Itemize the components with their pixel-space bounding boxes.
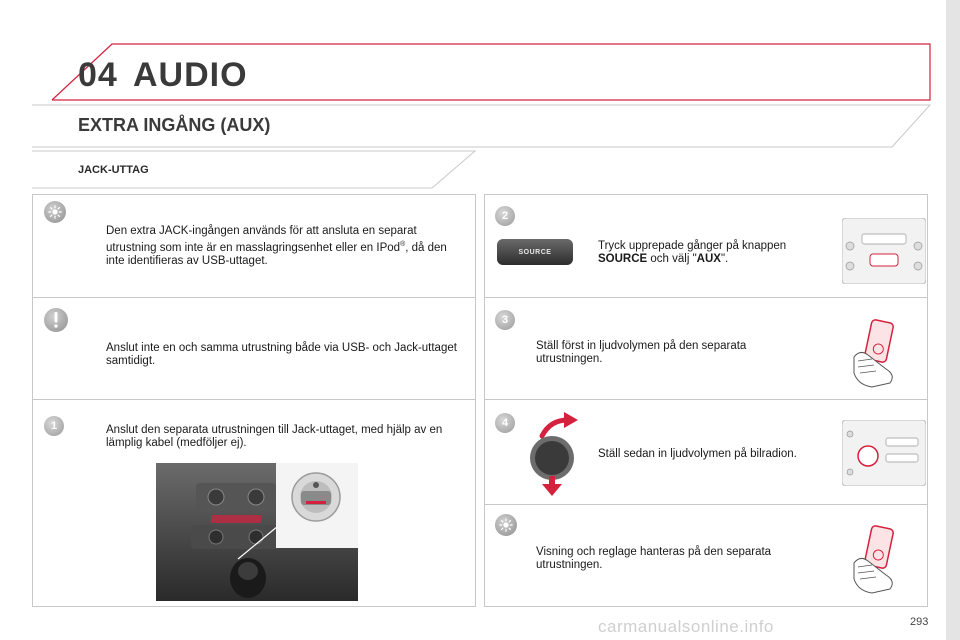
step-3-text: Ställ först in ljudvolymen på den separata utrustningen. — [536, 340, 747, 365]
step-number-badge: 2 — [495, 206, 515, 226]
jack-socket-photo — [156, 463, 358, 601]
volume-knob-graphic — [524, 410, 584, 496]
exclamation-icon — [44, 308, 68, 332]
divider — [33, 399, 475, 400]
sun-info-icon — [495, 514, 517, 536]
portable-player-hand-icon — [846, 317, 906, 389]
step-2-text: Tryck upprepade gånger på knappen SOURCE och välj "AUX". — [598, 240, 787, 265]
divider — [485, 504, 927, 505]
info-note-text: Den extra JACK-ingången används för att ansluta en separat utrustning som inte är en masslagringsenhet eller en IPod®, då den inte identifieras av USB-uttaget. — [106, 225, 447, 267]
step-1-text: Anslut den separata utrustningen till Jack-uttaget, med hjälp av en lämplig kabel (medföljer ej). — [106, 424, 443, 449]
page-edge-strip — [946, 0, 960, 640]
chapter-number: 04 — [78, 56, 118, 94]
sun-info-icon — [44, 201, 66, 223]
right-info-note-text: Visning och reglage hanteras på den separata utrustningen. — [536, 546, 772, 571]
divider — [485, 399, 927, 400]
portable-player-hand-icon — [846, 523, 906, 595]
step-4-text: Ställ sedan in ljudvolymen på bilradion. — [598, 448, 797, 460]
step-number-badge: 4 — [495, 413, 515, 433]
source-button-graphic: SOURCE — [497, 239, 573, 265]
page-number: 293 — [910, 616, 929, 628]
warning-note-text: Anslut inte en och samma utrustning både via USB- och Jack-uttaget samtidigt. — [106, 342, 457, 367]
step-number-badge: 1 — [44, 416, 64, 436]
chapter-title: AUDIO — [133, 56, 248, 94]
divider — [33, 297, 475, 298]
step-number-badge: 3 — [495, 310, 515, 330]
radio-panel-diagram — [842, 218, 926, 284]
radio-volume-diagram — [842, 420, 926, 486]
subsection-title: JACK-UTTAG — [78, 164, 149, 176]
watermark: carmanualsonline.info — [598, 617, 774, 636]
divider — [485, 297, 927, 298]
section-title: EXTRA INGÅNG (AUX) — [78, 115, 271, 135]
